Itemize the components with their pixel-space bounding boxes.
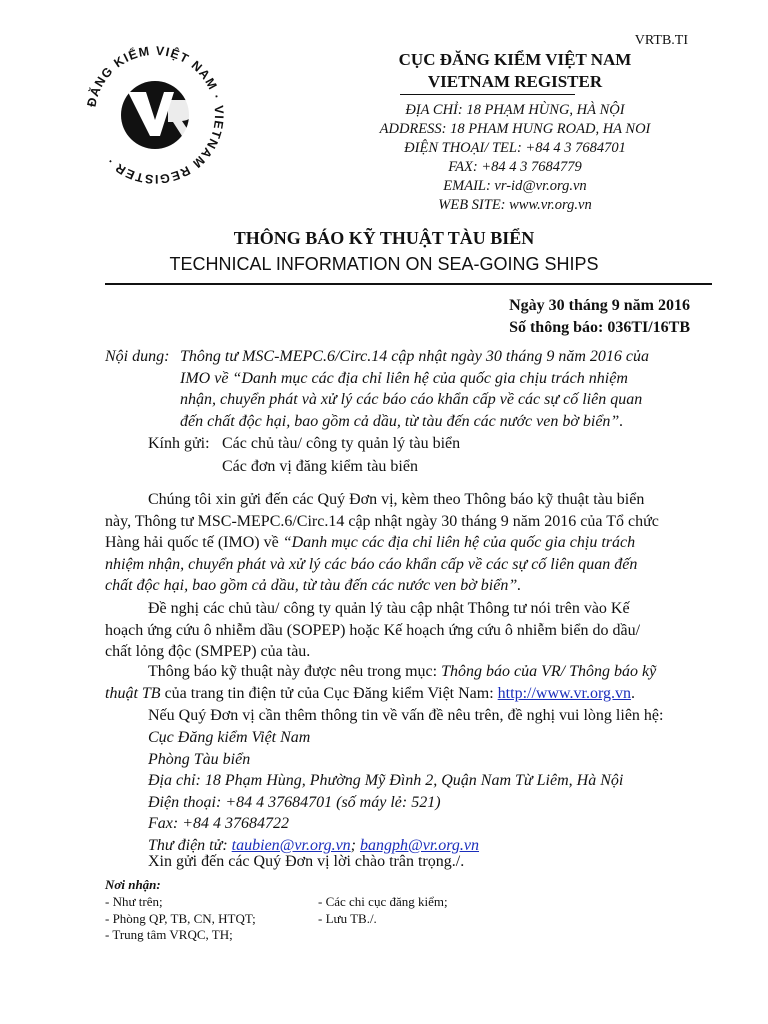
contact-tel: ĐIỆN THOẠI/ TEL: +84 4 3 7684701 <box>404 140 626 156</box>
recipient-item: - Như trên; <box>105 894 163 909</box>
paragraph-line: Chúng tôi xin gửi đến các Quý Đơn vị, kèm theo Thông báo kỹ thuật tàu biển <box>148 491 645 508</box>
contact-address-vn: ĐỊA CHỈ: 18 PHẠM HÙNG, HÀ NỘI <box>405 102 625 118</box>
recipients-label: Nơi nhận: <box>105 877 161 892</box>
paragraph-line <box>105 661 715 683</box>
paragraph-line: chất lỏng độc (SMPEP) của tàu. <box>105 643 311 660</box>
paragraph-line <box>105 683 715 705</box>
subject-line: Thông tư MSC-MEPC.6/Circ.14 cập nhật ngày 30 tháng 9 năm 2016 của <box>180 348 649 365</box>
website-link[interactable]: http://www.vr.org.vn <box>497 684 632 702</box>
paragraph-section-name: Thông báo của VR/ Thông báo kỹ <box>441 663 657 680</box>
recipient-item: - Các chi cục đăng kiểm; <box>318 894 448 909</box>
title-vietnamese: THÔNG BÁO KỸ THUẬT TÀU BIỂN <box>233 228 535 248</box>
contact-address-en: ADDRESS: 18 PHAM HUNG ROAD, HA NOI <box>379 121 651 137</box>
paragraph-text: của trang tin điện tử của Cục Đăng kiểm Việt Nam: <box>160 684 498 702</box>
subject-label: Nội dung: <box>105 348 170 365</box>
logo-ring-text: ĐĂNG KIỂM VIỆT NAM · VIETNAM REGISTER · <box>84 43 227 187</box>
paragraph-line: chất độc hại, bao gồm cả dầu, từ tàu đến các nước ven bờ biển”. <box>105 577 522 594</box>
email-link-bangph[interactable]: bangph@vr.org.vn <box>360 836 480 854</box>
body-paragraph-4: Nếu Quý Đơn vị cần thêm thông tin về vấn đề nêu trên, đề nghị vui lòng liên hệ: <box>148 707 664 724</box>
notice-number: Số thông báo: 036TI/16TB <box>509 319 690 336</box>
document-code: VRTB.TI <box>634 33 688 48</box>
title-english: TECHNICAL INFORMATION ON SEA-GOING SHIPS <box>169 254 599 274</box>
title-divider <box>105 283 712 285</box>
paragraph-line <box>105 532 715 554</box>
contact-email: EMAIL: vr-id@vr.org.vn <box>443 178 587 194</box>
paragraph-text: . <box>631 684 636 702</box>
org-name-english: VIETNAM REGISTER <box>427 72 603 91</box>
subject-line: IMO về “Danh mục các địa chỉ liên hệ của quốc gia chịu trách nhiệm <box>180 369 628 387</box>
contact-line: Cục Đăng kiểm Việt Nam <box>148 729 311 746</box>
addressee-item: Các đơn vị đăng kiểm tàu biển <box>222 458 418 475</box>
recipients-col-2 <box>318 894 448 927</box>
org-underline <box>400 94 575 95</box>
addressee-item: Các chủ tàu/ công ty quản lý tàu biển <box>222 435 461 452</box>
paragraph-line: Đề nghị các chủ tàu/ công ty quản lý tàu cập nhật Thông tư nói trên vào Kế <box>148 600 630 617</box>
email-label: Thư điện tử: <box>148 836 232 854</box>
contact-website: WEB SITE: www.vr.org.vn <box>438 197 592 213</box>
contact-block <box>148 727 623 856</box>
contact-fax: FAX: +84 4 3 7684779 <box>448 159 582 175</box>
contact-line: Địa chỉ: 18 Phạm Hùng, Phường Mỹ Đình 2, Quận Nam Từ Liêm, Hà Nội <box>148 772 624 789</box>
paragraph-text: Thông báo kỹ thuật này được nêu trong mục: <box>148 663 442 680</box>
closing-line: Xin gửi đến các Quý Đơn vị lời chào trân trọng./. <box>148 853 465 870</box>
paragraph-line: nhiệm nhận, chuyển phát và xử lý các báo cáo khẩn cấp về các sự cố liên quan đến <box>105 555 638 573</box>
contact-line: Phòng Tàu biển <box>148 750 251 768</box>
contact-line: Điện thoại: +84 4 37684701 (số máy lẻ: 521) <box>148 793 441 811</box>
body-paragraph-3 <box>105 661 715 704</box>
body-paragraph-1 <box>105 489 715 597</box>
email-link-taubien[interactable]: taubien@vr.org.vn <box>231 836 351 854</box>
body-paragraph-2 <box>105 598 715 663</box>
addressee-label: Kính gửi: <box>148 435 210 452</box>
subject-line: đến chất độc hại, bao gồm cả dầu, từ tàu đến các nước ven bờ biển”. <box>180 412 624 430</box>
org-name-vietnamese: CỤC ĐĂNG KIỂM VIỆT NAM <box>398 50 632 69</box>
recipient-item: - Trung tâm VRQC, TH; <box>105 927 233 942</box>
vr-logo-icon <box>80 40 230 190</box>
contact-line: Fax: +84 4 37684722 <box>148 815 289 832</box>
recipients-col-1 <box>105 894 256 944</box>
recipient-item: - Phòng QP, TB, CN, HTQT; <box>105 910 256 926</box>
paragraph-text: Hàng hải quốc tế (IMO) về <box>105 534 283 551</box>
subject-line: nhận, chuyển phát và xử lý các báo cáo khẩn cấp về các sự cố liên quan <box>180 391 643 408</box>
paragraph-quote: “Danh mục các địa chỉ liên hệ của quốc gia chịu trách <box>282 534 636 551</box>
email-separator: ; <box>350 836 360 854</box>
paragraph-line: hoạch ứng cứu ô nhiễm dầu (SOPEP) hoặc Kế hoạch ứng cứu ô nhiễm biển do dầu/ <box>105 621 641 639</box>
vietnam-register-logo <box>80 40 230 190</box>
paragraph-line: này, Thông tư MSC-MEPC.6/Circ.14 cập nhật ngày 30 tháng 9 năm 2016 của Tổ chức <box>105 512 659 530</box>
subject-text <box>180 346 680 432</box>
recipient-item: - Lưu TB./. <box>318 910 377 926</box>
notice-date: Ngày 30 tháng 9 năm 2016 <box>509 297 690 314</box>
paragraph-section-name: thuật TB <box>105 684 161 702</box>
